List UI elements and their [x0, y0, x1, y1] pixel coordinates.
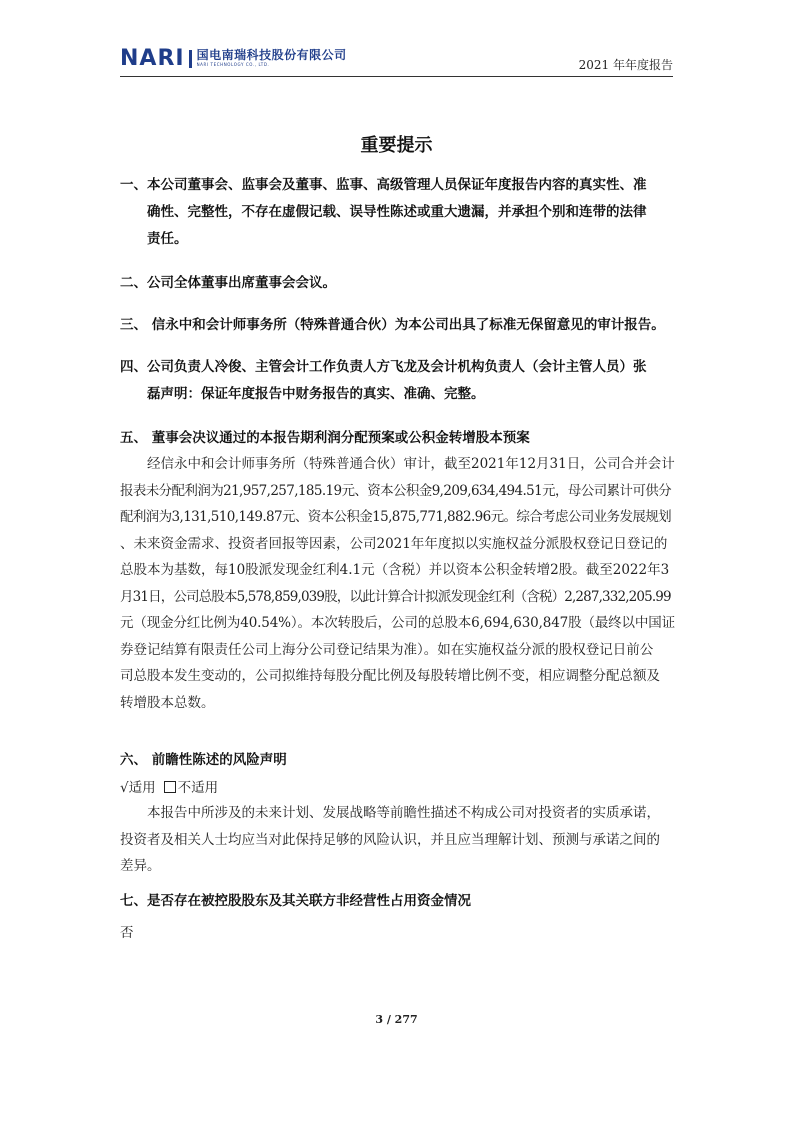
paragraph-line: 本报告中所涉及的未来计划、发展战略等前瞻性描述不构成公司对投资者的实质承诺， — [147, 805, 660, 821]
paragraph-line: 月31日，公司总股本5,578,859,039股，以此计算合计拟派发现金红利（含税）2,287,332,205.99 — [120, 588, 671, 605]
paragraph-line: 经信永中和会计师事务所（特殊普通合伙）审计，截至2021年12月31日，公司合并会计 — [147, 456, 675, 472]
page-header — [120, 44, 673, 77]
section-3: 三、 信永中和会计师事务所（特殊普通合伙）为本公司出具了标准无保留意见的审计报告。 — [120, 317, 665, 333]
section-5-body — [120, 451, 675, 716]
paragraph-line: 元（现金分红比例为40.54%）。本次转股后，公司的总股本6,694,630,847股（最终以中国证 — [120, 615, 675, 631]
section-2: 二、公司全体董事出席董事会会议。 — [120, 275, 336, 291]
section-6-body — [120, 800, 675, 880]
paragraph-line: 报表未分配利润为21,957,257,185.19元、资本公积金9,209,634,494.51元，母公司累计可供分 — [120, 482, 671, 499]
applicability-row — [120, 776, 218, 796]
section-4 — [120, 354, 647, 408]
section-5-heading: 五、 董事会决议通过的本报告期利润分配预案或公积金转增股本预案 — [120, 430, 530, 446]
company-name-en: NARI TECHNOLOGY CO., LTD. — [196, 62, 270, 67]
section-1 — [120, 172, 647, 253]
paragraph-line: 转增股本总数。 — [120, 694, 215, 711]
paragraph-line: 差异。 — [120, 858, 161, 874]
section-1-line: 责任。 — [147, 231, 188, 247]
applicable-option: √适用 — [120, 780, 156, 796]
company-name-cn: 国电南瑞科技股份有限公司 — [196, 48, 347, 62]
not-applicable-option: 不适用 — [177, 780, 219, 796]
page-number: 3 / 277 — [375, 1013, 418, 1026]
paragraph-line: 司总股本发生变动的，公司拟维持每股分配比例及每股转增比例不变，相应调整分配总额及 — [120, 668, 660, 684]
section-4-line: 四、公司负责人冷俊、主管会计工作负责人方飞龙及会计机构负责人（会计主管人员）张 — [120, 359, 647, 375]
section-4-line: 磊声明：保证年度报告中财务报告的真实、准确、完整。 — [147, 386, 485, 402]
page-title: 重要提示 — [360, 135, 433, 156]
section-1-line: 一、本公司董事会、监事会及董事、监事、高级管理人员保证年度报告内容的真实性、准 — [120, 177, 647, 193]
paragraph-line: 投资者及相关人士均应当对此保持足够的风险认识，并且应当理解计划、预测与承诺之间的 — [120, 831, 660, 848]
section-1-line: 确性、完整性，不存在虚假记载、误导性陈述或重大遗漏，并承担个别和连带的法律 — [147, 204, 647, 220]
paragraph-line: 总股本为基数，每10股派发现金红利4.1元（含税）并以资本公积金转增2股。截至2022年3 — [120, 562, 670, 578]
logo-wordmark: NARI — [120, 46, 185, 71]
section-6-heading: 六、 前瞻性陈述的风险声明 — [120, 752, 287, 768]
section-7-heading: 七、是否存在被控股股东及其关联方非经营性占用资金情况 — [120, 893, 471, 909]
logo-divider — [189, 50, 192, 68]
company-logo — [120, 48, 347, 70]
section-7-answer: 否 — [120, 925, 134, 941]
paragraph-line: 、未来资金需求、投资者回报等因素，公司2021年年度拟以实施权益分派股权登记日登记的 — [120, 535, 668, 552]
paragraph-line: 配利润为3,131,510,149.87元、资本公积金15,875,771,882.96元。综合考虑公司业务发展规划 — [120, 509, 671, 525]
paragraph-line: 券登记结算有限责任公司上海分公司登记结果为准）。如在实施权益分派的股权登记日前公 — [120, 641, 654, 658]
checkbox-icon — [164, 781, 176, 793]
report-label: 2021 年年度报告 — [578, 58, 673, 72]
